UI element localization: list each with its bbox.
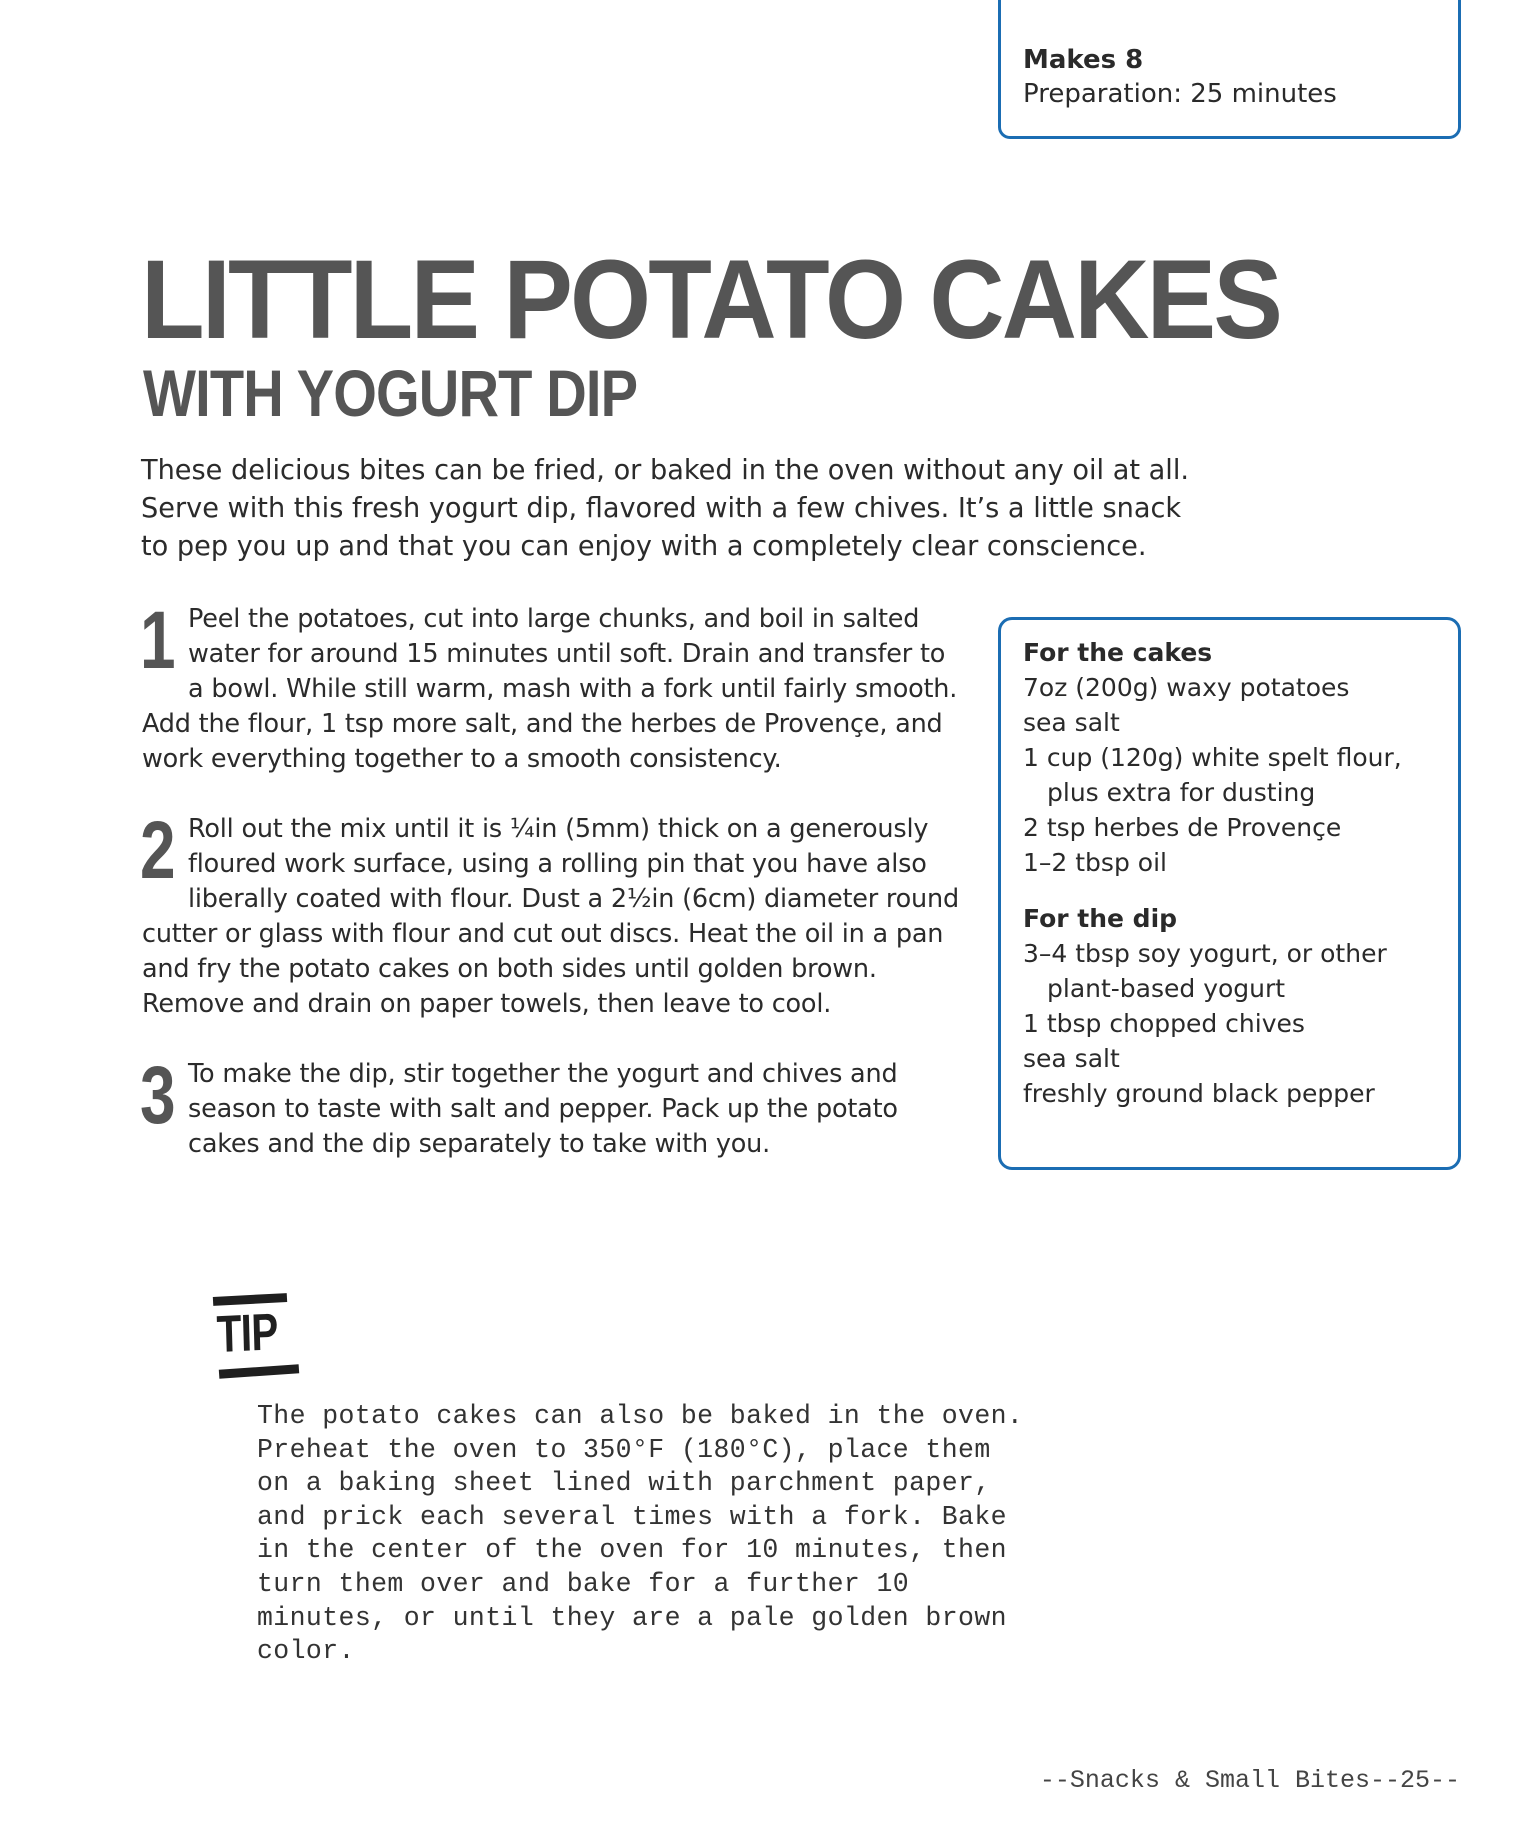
makes-count: Makes 8: [1023, 45, 1144, 75]
step-number: 1: [140, 595, 176, 686]
step-2: [140, 805, 967, 1022]
ingredients-box: [998, 617, 1461, 1170]
step-number: 3: [140, 1050, 176, 1141]
step-3: [140, 1050, 967, 1162]
preparation-time: Preparation: 25 minutes: [1023, 79, 1337, 109]
tip-text: The potato cakes can also be baked in the oven. Preheat the oven to 350°F (180°C), place them on a baking sheet lined with parchment paper, and prick each several times with a fork. Bake in the center of the oven for 10 minutes, then turn them over and bake for a further 10 minutes, or until they are a pale golden brown color.: [257, 1401, 1024, 1667]
tip-badge: [211, 1295, 301, 1387]
ingredient-item: 3–4 tbsp soy yogurt, or other plant-based yogurt: [1023, 939, 1387, 1003]
page-footer: [1040, 1766, 1460, 1796]
dip-heading: For the dip: [1023, 904, 1178, 933]
ingredient-item: 7oz (200g) waxy potatoes: [1023, 673, 1350, 702]
step-1: [140, 595, 967, 777]
cakes-ingredient-list: [1023, 670, 1436, 880]
ingredient-item: 2 tsp herbes de Provençe: [1023, 813, 1342, 842]
ingredient-item: 1–2 tbsp oil: [1023, 848, 1167, 877]
step-text: Peel the potatoes, cut into large chunks, and boil in salted water for around 15 minutes until soft. Drain and transfer to a bowl. While still warm, mash with a fork until fairly smooth. Add the flour, 1 tsp more salt, and the herbes de Provençe, and work everything together to a smooth consistency.: [142, 604, 958, 774]
recipe-intro: These delicious bites can be fried, or baked in the oven without any oil at all. Serve with this fresh yogurt dip, flavored with a few chives. It’s a little snack to pep you up and that you can enjoy with a completely clear conscience.: [141, 453, 1189, 562]
page-number: 25--: [1399, 1766, 1460, 1795]
recipe-title: LITTLE POTATO CAKES: [141, 237, 1281, 362]
ingredient-item: sea salt: [1023, 708, 1120, 737]
step-text: Roll out the mix until it is ¼in (5mm) thick on a generously floured work surface, using a rolling pin that you have also liberally coated with flour. Dust a 2½in (6cm) diameter round cutter or glass with flour and cut out discs. Heat the oil in a pan and fry the potato cakes on both sides until golden brown. Remove and drain on paper towels, then leave to cool.: [142, 814, 959, 1019]
ingredient-item: freshly ground black pepper: [1023, 1079, 1375, 1108]
dip-ingredient-list: [1023, 936, 1436, 1111]
method-steps: [140, 595, 967, 1197]
ingredient-item: 1 tbsp chopped chives: [1023, 1009, 1305, 1038]
tip-label: TIP: [215, 1303, 279, 1364]
ingredient-item: 1 cup (120g) white spelt flour, plus extra for dusting: [1023, 743, 1402, 807]
cakes-heading: For the cakes: [1023, 638, 1213, 667]
tip-bar-bottom: [219, 1364, 299, 1379]
yield-box: [998, 0, 1461, 139]
ingredient-item: sea salt: [1023, 1044, 1120, 1073]
step-number: 2: [140, 805, 176, 896]
step-text: To make the dip, stir together the yogurt and chives and season to taste with salt and pepper. Pack up the potato cakes and the dip separately to take with you.: [188, 1059, 898, 1159]
footer-section: --Snacks & Small Bites--: [1039, 1766, 1400, 1795]
recipe-subtitle: WITH YOGURT DIP: [143, 356, 638, 430]
